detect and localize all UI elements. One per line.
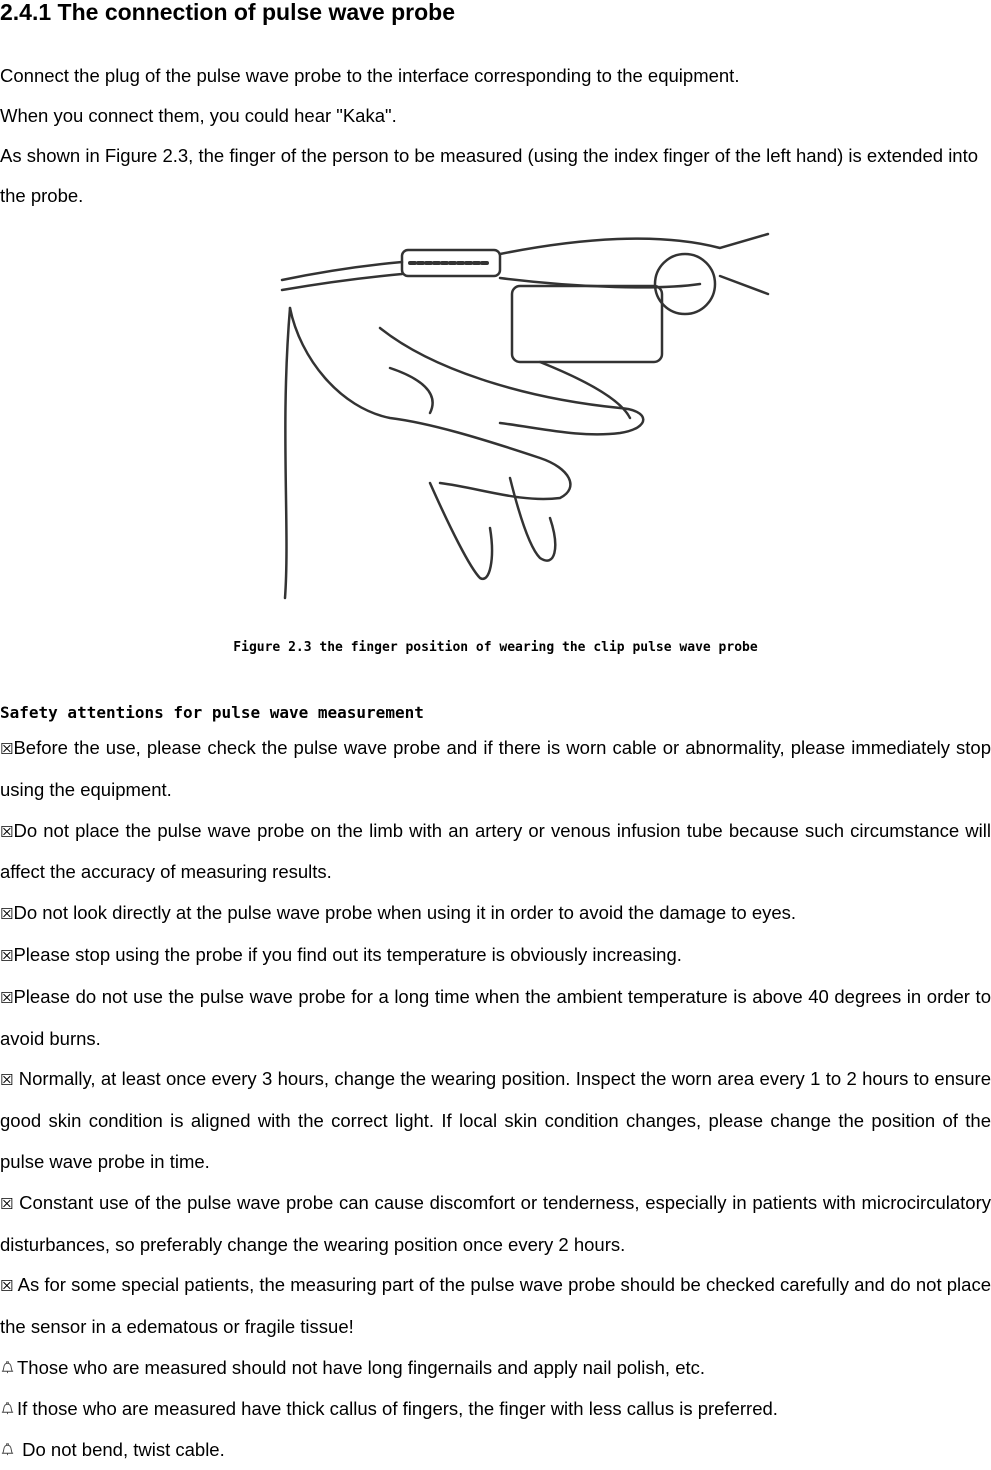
bell-icon xyxy=(0,1360,15,1375)
intro-line: As shown in Figure 2.3, the finger of the person to be measured (using the index finger of the left hand) is extended into the probe. xyxy=(0,145,979,206)
warning-item xyxy=(0,811,991,894)
warning-item xyxy=(0,1183,991,1266)
checkbox-x-icon: ☒ xyxy=(0,1277,14,1296)
checkbox-x-icon: ☒ xyxy=(0,905,14,924)
checkbox-x-icon: ☒ xyxy=(0,1194,14,1213)
warning-text: Normally, at least once every 3 hours, change the wearing position. Inspect the worn area every 1 to 2 hours to ensure good skin condition is aligned with the correct light. If local skin condition changes, please change the position of the pulse wave probe in time. xyxy=(0,1068,991,1172)
warning-item xyxy=(0,893,991,935)
intro-line: When you connect them, you could hear "Kaka". xyxy=(0,105,397,126)
warning-text: Please do not use the pulse wave probe for a long time when the ambient temperature is above 40 degrees in order to avoid burns. xyxy=(0,985,991,1049)
checkbox-x-icon: ☒ xyxy=(0,988,14,1007)
finger-probe-illustration xyxy=(280,228,772,602)
bell-icon xyxy=(0,1442,15,1457)
note-item xyxy=(0,1389,991,1430)
safety-title: Safety attentions for pulse wave measurement xyxy=(0,703,424,722)
note-text: Do not bend, twist cable. xyxy=(17,1438,225,1460)
warning-text: Do not look directly at the pulse wave probe when using it in order to avoid the damage to eyes. xyxy=(13,902,797,924)
checkbox-x-icon: ☒ xyxy=(0,822,14,841)
warning-item xyxy=(0,728,991,811)
warning-text: Before the use, please check the pulse wave probe and if there is worn cable or abnormality, please immediately stop using the equipment. xyxy=(0,737,991,800)
section-heading: 2.4.1 The connection of pulse wave probe xyxy=(0,0,455,25)
warning-text: Constant use of the pulse wave probe can cause discomfort or tenderness, especially in patients with microcirculatory disturbances, so preferably change the wearing position once every 2 hours. xyxy=(0,1191,991,1255)
checkbox-x-icon: ☒ xyxy=(0,1071,14,1090)
note-item xyxy=(0,1348,991,1389)
warning-text: Please stop using the probe if you find out its temperature is obviously increasing. xyxy=(13,943,682,965)
figure-caption: Figure 2.3 the finger position of wearing the clip pulse wave probe xyxy=(233,640,758,655)
intro-text xyxy=(0,56,991,216)
safety-list xyxy=(0,728,991,1470)
warning-item xyxy=(0,935,991,977)
intro-line: Connect the plug of the pulse wave probe to the interface corresponding to the equipment. xyxy=(0,65,740,86)
note-text: Those who are measured should not have long fingernails and apply nail polish, etc. xyxy=(17,1356,706,1378)
warning-item xyxy=(0,1265,991,1348)
warning-text: As for some special patients, the measuring part of the pulse wave probe should be checked carefully and do not place the sensor in a edematous or fragile tissue! xyxy=(0,1274,991,1338)
note-item xyxy=(0,1430,991,1470)
note-text: If those who are measured have thick callus of fingers, the finger with less callus is preferred. xyxy=(17,1397,778,1419)
checkbox-x-icon: ☒ xyxy=(0,946,14,965)
checkbox-x-icon: ☒ xyxy=(0,740,14,758)
warning-text: Do not place the pulse wave probe on the limb with an artery or venous infusion tube because such circumstance will affect the accuracy of measuring results. xyxy=(0,819,991,883)
warning-item xyxy=(0,1059,991,1182)
warning-item xyxy=(0,977,991,1060)
bell-icon xyxy=(0,1401,15,1416)
